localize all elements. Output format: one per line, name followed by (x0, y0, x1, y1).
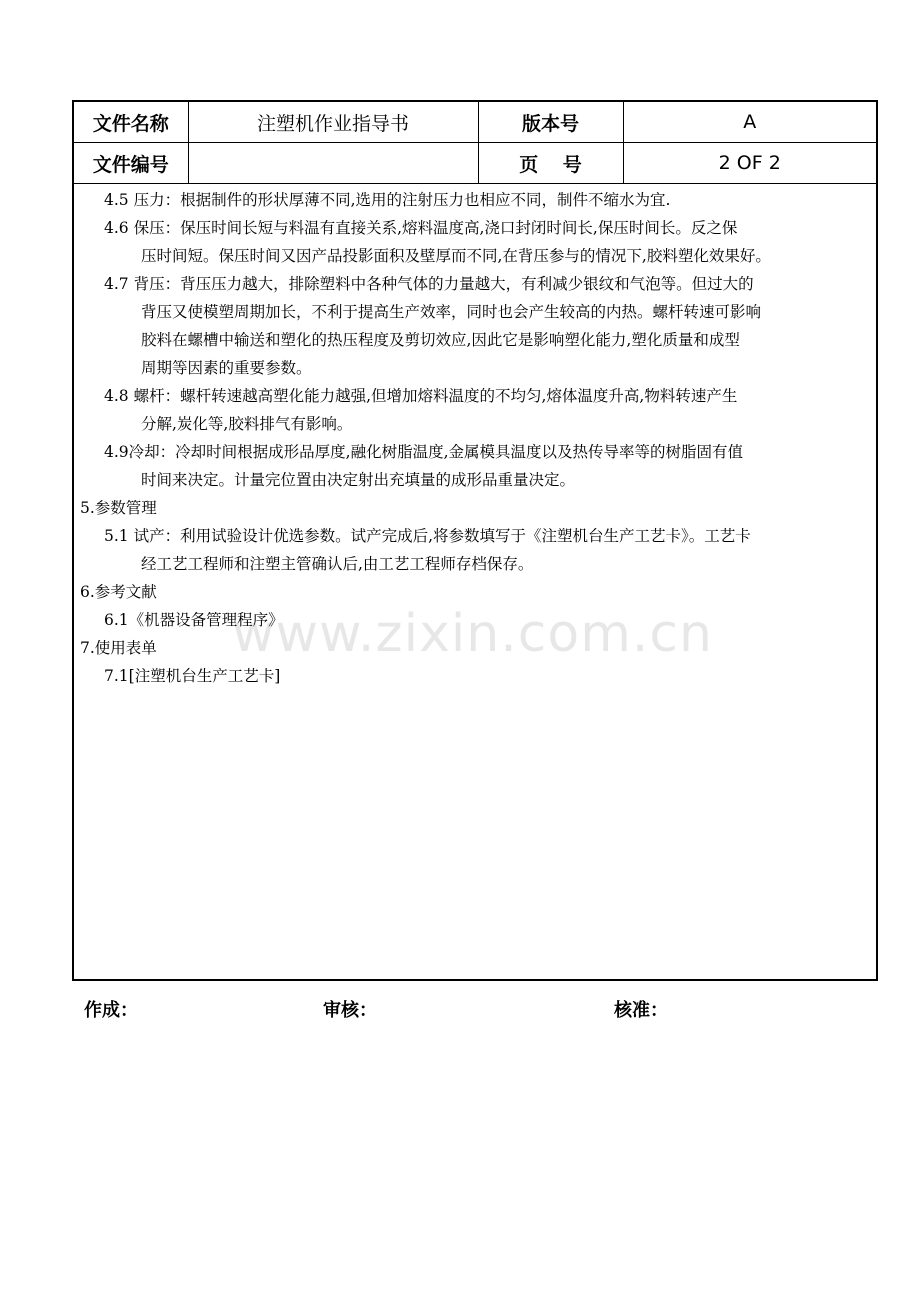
section-4-8-cont: 分解,炭化等,胶料排气有影响。 (141, 415, 353, 433)
section-5-1: 5.1 试产：利用试验设计优选参数。试产完成后,将参数填写于《注塑机台生产工艺卡》。工艺卡 (104, 527, 751, 545)
section-4-6-cont: 压时间短。保压时间又因产品投影面积及壁厚而不同,在背压参与的情况下,胶料塑化效果好。 (141, 247, 771, 265)
section-7-heading: 7.使用表单 (80, 639, 157, 657)
section-5-1-cont: 经工艺工程师和注塑主管确认后,由工艺工程师存档保存。 (141, 555, 534, 573)
file-name-label: 文件名称 (74, 102, 188, 143)
section-4-5: 4.5 压力：根据制件的形状厚薄不同,选用的注射压力也相应不同，制件不缩水为宜. (104, 191, 671, 209)
header-table (74, 102, 876, 184)
version-label: 版本号 (478, 102, 623, 143)
section-4-7-cont-1: 背压又使模塑周期加长，不利于提高生产效率，同时也会产生较高的内热。螺杆转速可影响 (141, 303, 762, 321)
reviewed-by-label: 审核： (323, 1000, 377, 1021)
section-4-9-cont: 时间来决定。计量完位置由决定射出充填量的成形品重量决定。 (141, 471, 576, 489)
file-number-label: 文件编号 (74, 143, 188, 184)
section-4-9: 4.9冷却：冷却时间根据成形品厚度,融化树脂温度,金属模具温度以及热传导率等的树脂固有值 (104, 443, 744, 461)
section-6-1: 6.1《机器设备管理程序》 (104, 611, 284, 629)
file-number-value (188, 143, 478, 184)
section-6-heading: 6.参考文献 (80, 583, 157, 601)
section-4-7: 4.7 背压：背压压力越大，排除塑料中各种气体的力量越大，有利减少银纹和气泡等。但过大的 (104, 275, 754, 293)
section-4-6: 4.6 保压：保压时间长短与料温有直接关系,熔料温度高,浇口封闭时间长,保压时间长。反之保 (104, 219, 738, 237)
document-frame (72, 100, 878, 981)
page-value: 2 OF 2 (623, 143, 876, 184)
section-4-7-cont-3: 周期等因素的重要参数。 (141, 359, 312, 377)
approved-by-label: 核准： (614, 1000, 668, 1021)
watermark: www.zixin.com.cn (232, 604, 713, 664)
section-7-1: 7.1[注塑机台生产工艺卡] (104, 667, 281, 685)
made-by-label: 作成： (84, 1000, 138, 1021)
section-5-heading: 5.参数管理 (80, 499, 157, 517)
section-4-7-cont-2: 胶料在螺槽中输送和塑化的热压程度及剪切效应,因此它是影响塑化能力,塑化质量和成型 (141, 331, 740, 349)
section-4-8: 4.8 螺杆：螺杆转速越高塑化能力越强,但增加熔料温度的不均匀,熔体温度升高,物料转速产生 (104, 387, 738, 405)
page-label: 页 号 (478, 143, 623, 184)
file-name-value: 注塑机作业指导书 (188, 102, 478, 143)
version-value: A (623, 102, 876, 143)
